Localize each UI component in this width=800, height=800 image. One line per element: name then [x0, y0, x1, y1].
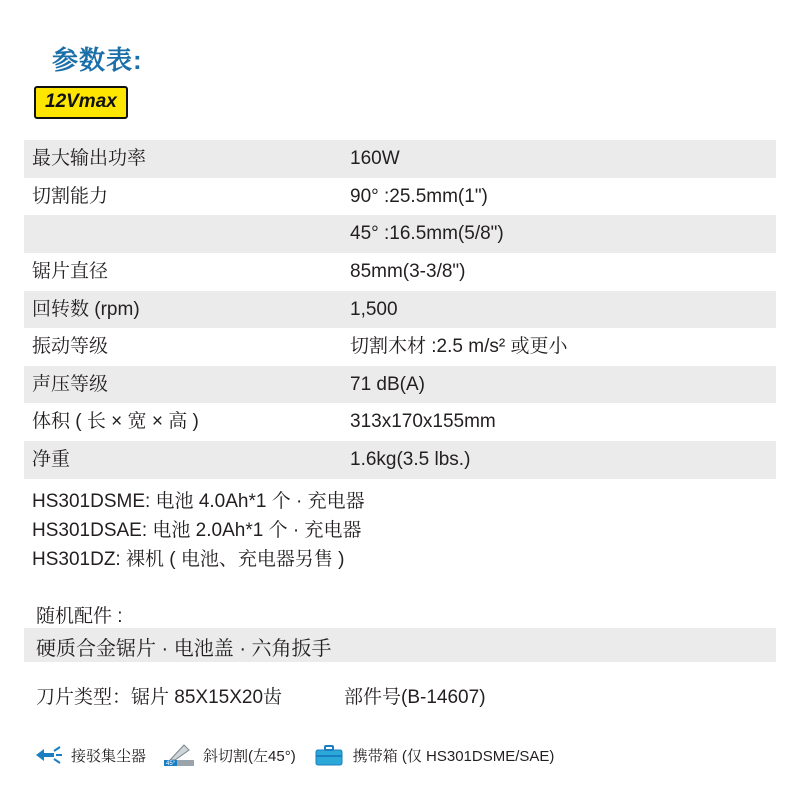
table-row: [24, 215, 776, 253]
spec-value: 45° :16.5mm(5/8"): [342, 215, 776, 253]
accessories-items: 硬质合金锯片 · 电池盖 · 六角扳手: [36, 638, 332, 660]
dust-collector-icon: [30, 742, 64, 768]
table-row: [24, 291, 776, 329]
feature-icons-row: [30, 742, 776, 768]
table-row: [24, 178, 776, 216]
spec-value: 90° :25.5mm(1"): [350, 185, 488, 207]
spec-value: 1,500: [342, 291, 776, 329]
list-item: HS301DSME: 电池 4.0Ah*1 个 · 充电器: [32, 491, 365, 512]
voltage-badge: 12Vmax: [34, 86, 128, 119]
bevel-cut-icon: [162, 742, 196, 768]
table-row: [24, 253, 776, 291]
blade-info: [36, 682, 486, 709]
kit-variants-list: [32, 488, 365, 575]
spec-label: 振动等级: [32, 336, 109, 358]
feature-bevel-cut: [162, 742, 296, 768]
feature-dust-collector: [30, 742, 146, 768]
specifications-table: [24, 140, 776, 479]
spec-label: 切割能力: [32, 185, 109, 207]
table-row: [24, 140, 776, 178]
table-row: [24, 366, 776, 404]
feature-label: 携带箱 (仅 HS301DSME/SAE): [352, 747, 555, 765]
svg-text:45°: 45°: [166, 761, 176, 767]
carry-case-icon: [312, 742, 346, 768]
spec-value: 313x170x155mm: [350, 411, 496, 433]
page-title: 参数表:: [52, 45, 143, 75]
table-row: [24, 328, 776, 366]
table-row: [24, 403, 776, 441]
spec-value: 切割木材 :2.5 m/s² 或更小: [350, 336, 568, 358]
spec-label: 净重: [24, 441, 342, 479]
accessories-label: 随机配件 :: [36, 606, 123, 627]
spec-label: 锯片直径: [32, 260, 109, 282]
spec-label: 最大输出功率: [24, 140, 342, 178]
spec-label: 声压等级: [24, 366, 342, 404]
feature-label: 斜切割(左45°): [203, 747, 296, 765]
feature-carry-case: [312, 742, 555, 768]
feature-label: 接驳集尘器: [71, 747, 147, 765]
spec-value: 160W: [342, 140, 776, 178]
list-item: HS301DSAE: 电池 2.0Ah*1 个 · 充电器: [32, 519, 362, 541]
blade-part-number: 部件号(B-14607): [344, 687, 486, 708]
spec-label: [24, 215, 342, 253]
list-item: HS301DZ: 裸机 ( 电池、充电器另售 ): [32, 548, 345, 570]
blade-type: 刀片类型：锯片 85X15X20齿: [36, 687, 283, 708]
spec-value: 71 dB(A): [342, 366, 776, 404]
table-row: [24, 441, 776, 479]
spec-value: 85mm(3-3/8"): [350, 260, 466, 282]
spec-label: 回转数 (rpm): [24, 291, 342, 329]
spec-label: 体积 ( 长 × 宽 × 高 ): [32, 411, 199, 433]
spec-value: 1.6kg(3.5 lbs.): [342, 441, 776, 479]
